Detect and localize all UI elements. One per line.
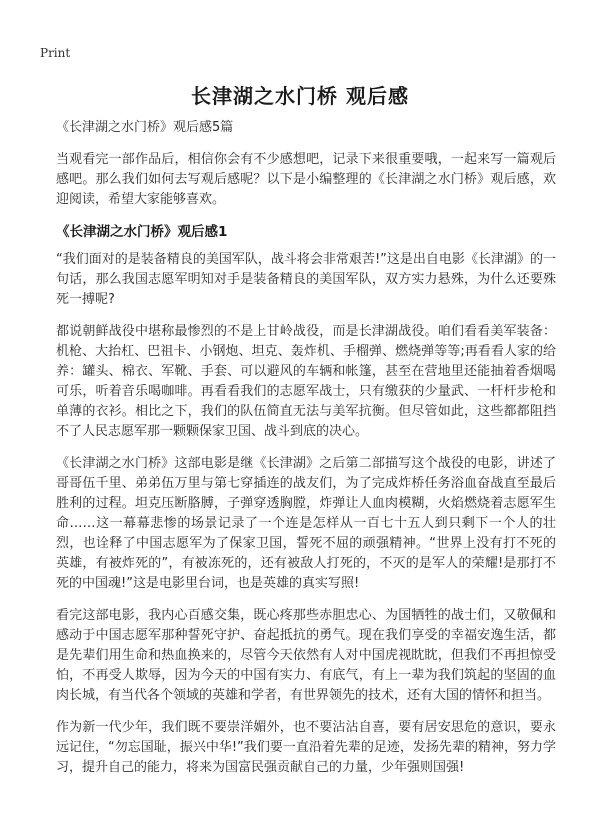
section-heading: 《长津湖之水门桥》观后感1 xyxy=(56,224,228,240)
article-subtitle: 《长津湖之水门桥》观后感5篇 xyxy=(56,120,234,135)
section-paragraph-4: 看完这部电影，我内心百感交集，既心疼那些赤胆忠心、为国牺牲的战士们，又敬佩和感动于中国志愿军那种誓死守护、奋起抵抗的勇气。现在我们享受的幸福安逸生活，都是先辈们用生命和热血换来的，尽管今天依然有人对中国虎视眈眈，但我们不再担惊受怕，不再受人欺辱，因为今天的中国有实力、有底气，有上一辈为我们筑起的坚固的血肉长城，有当代各个领域的英雄和学者，有世界领先的技术，还有大国的情怀和担当。 xyxy=(56,608,556,703)
section-paragraph-3: 《长津湖之水门桥》这部电影是继《长津湖》之后第二部描写这个战役的电影，讲述了哥哥伍千里、弟弟伍万里与第七穿插连的战友们，为了完成炸桥任务浴血奋战直至最后胜利的过程。坦克压断胳膊，子弹穿透胸膛，炸弹让人血肉模糊，火焰燃烧着志愿军生命……这一幕幕悲惨的场景记录了一个连是怎样从一百七十五人到只剩下一个人的壮烈，也诠释了中国志愿军为了保家卫国，誓死不屈的顽强精神。“世界上没有打不死的英雄，有被炸死的”，有被冻死的，还有被敌人打死的，不灭的是军人的荣耀!是那打不死的中国魂!”这是电影里台词，也是英雄的真实写照! xyxy=(56,456,556,591)
section-paragraph-5: 作为新一代少年，我们既不要崇洋媚外，也不要沾沾自喜，要有居安思危的意识，要永远记住，“勿忘国耻，振兴中华!”我们要一直沿着先辈的足迹，发扬先辈的精神，努力学习，提升自己的能力，将来为国富民强贡献自己的力量，少年强则国强! xyxy=(56,720,556,775)
article-body xyxy=(56,118,556,790)
intro-paragraph: 当观看完一部作品后，相信你会有不少感想吧，记录下来很重要哦，一起来写一篇观后感吧。那么我们如何去写观后感呢？以下是小编整理的《长津湖之水门桥》观后感，欢迎阅读，希望大家能够喜欢。 xyxy=(56,152,556,207)
section-paragraph-2: 都说朝鲜战役中堪称最惨烈的不是上甘岭战役，而是长津湖战役。咱们看看美军装备：机枪、大抬杠、巴祖卡、小钢炮、坦克、轰炸机、手榴弹、燃烧弹等等;再看看人家的给养：罐头、棉衣、军靴、手套、可以避风的车辆和帐篷，甚至在营地里还能抽着香烟喝可乐，听着音乐喝咖啡。再看看我们的志愿军战士，只有缴获的少量武、一杆杆步枪和单薄的衣衫。相比之下，我们的队伍简直无法与美军抗衡。但尽管如此，这些都都阻挡不了人民志愿军那一颗颗保家卫国、战斗到底的决心。 xyxy=(56,324,556,439)
page-title: 长津湖之水门桥 观后感 xyxy=(191,84,409,108)
section-paragraph-1: “我们面对的是装备精良的美国军队，战斗将会非常艰苦!”这是出自电影《长津湖》的一句话，那么我国志愿军明知对手是装备精良的美国军队，双方实力悬殊，为什么还要殊死一搏呢? xyxy=(56,252,556,307)
print-link[interactable]: Print xyxy=(40,46,71,60)
